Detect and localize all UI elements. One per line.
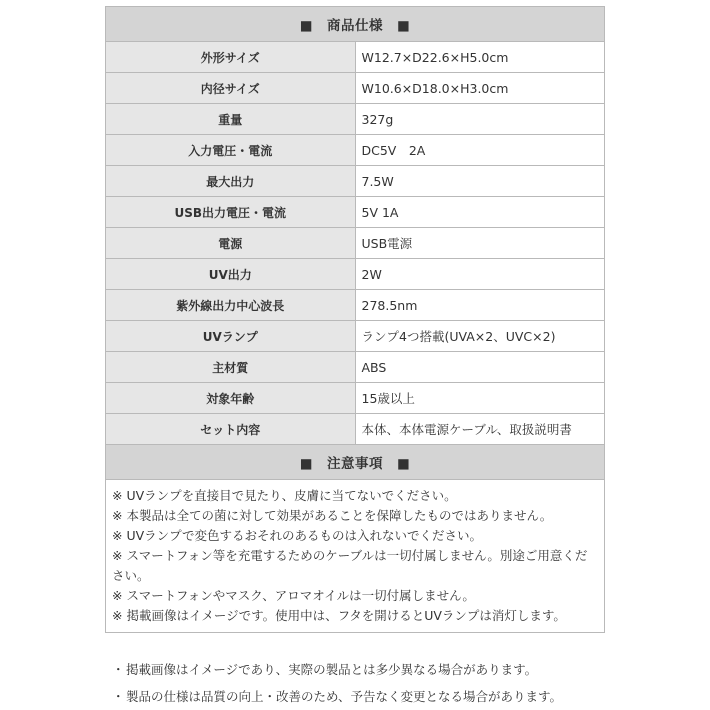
- spec-value: W10.6×D18.0×H3.0cm: [355, 73, 605, 104]
- spec-row: [106, 73, 605, 104]
- note-line: ※ 掲載画像はイメージです。使用中は、フタを開けるとUVランプは消灯します。: [112, 608, 566, 623]
- spec-header: ■ 商品仕様 ■: [106, 7, 605, 42]
- notes-header-row: [106, 445, 605, 480]
- spec-value: 278.5nm: [355, 290, 605, 321]
- spec-value: ABS: [355, 352, 605, 383]
- spec-label: 入力電圧・電流: [106, 135, 356, 166]
- spec-row: [106, 290, 605, 321]
- footnote-text: 掲載画像はイメージであり、実際の製品とは多少異なる場合があります。: [126, 662, 538, 677]
- spec-label: UVランプ: [106, 321, 356, 352]
- spec-label: 主材質: [106, 352, 356, 383]
- spec-value: 本体、本体電源ケーブル、取扱説明書: [355, 414, 605, 445]
- footnote-item: [112, 683, 562, 710]
- spec-row: [106, 135, 605, 166]
- spec-row: [106, 104, 605, 135]
- spec-table: [105, 6, 605, 633]
- bullet-icon: ・: [112, 662, 125, 677]
- notes-cell: [106, 480, 605, 633]
- spec-label: 内径サイズ: [106, 73, 356, 104]
- spec-value: 327g: [355, 104, 605, 135]
- bullet-icon: ・: [112, 689, 125, 704]
- spec-row: [106, 259, 605, 290]
- spec-label: セット内容: [106, 414, 356, 445]
- note-line: ※ スマートフォンやマスク、アロマオイルは一切付属しません。: [112, 588, 475, 603]
- note-line: ※ 本製品は全ての菌に対して効果があることを保障したものではありません。: [112, 508, 553, 523]
- spec-value: 7.5W: [355, 166, 605, 197]
- spec-row: [106, 414, 605, 445]
- note-line: ※ UVランプで変色するおそれのあるものは入れないでください。: [112, 528, 483, 543]
- spec-value: USB電源: [355, 228, 605, 259]
- spec-label: 対象年齢: [106, 383, 356, 414]
- spec-header-row: [106, 7, 605, 42]
- spec-label: UV出力: [106, 259, 356, 290]
- spec-row: [106, 197, 605, 228]
- spec-label: 電源: [106, 228, 356, 259]
- spec-value: DC5V 2A: [355, 135, 605, 166]
- spec-row: [106, 228, 605, 259]
- spec-row: [106, 166, 605, 197]
- notes-row: [106, 480, 605, 633]
- spec-label: 最大出力: [106, 166, 356, 197]
- footnote-text: 製品の仕様は品質の向上・改善のため、予告なく変更となる場合があります。: [126, 689, 563, 704]
- note-line: ※ UVランプを直接目で見たり、皮膚に当てないでください。: [112, 488, 457, 503]
- spec-value: ランプ4つ搭載(UVA×2、UVC×2): [355, 321, 605, 352]
- spec-row: [106, 321, 605, 352]
- spec-value: W12.7×D22.6×H5.0cm: [355, 42, 605, 73]
- spec-label: USB出力電圧・電流: [106, 197, 356, 228]
- spec-label: 外形サイズ: [106, 42, 356, 73]
- spec-value: 2W: [355, 259, 605, 290]
- spec-row: [106, 352, 605, 383]
- footnote-item: [112, 656, 562, 683]
- footnotes: [112, 656, 562, 710]
- spec-value: 15歳以上: [355, 383, 605, 414]
- spec-label: 紫外線出力中心波長: [106, 290, 356, 321]
- note-line: ※ スマートフォン等を充電するためのケーブルは一切付属しません。別途ご用意ください。: [112, 548, 588, 583]
- notes-header: ■ 注意事項 ■: [106, 445, 605, 480]
- spec-row: [106, 42, 605, 73]
- spec-value: 5V 1A: [355, 197, 605, 228]
- spec-label: 重量: [106, 104, 356, 135]
- spec-row: [106, 383, 605, 414]
